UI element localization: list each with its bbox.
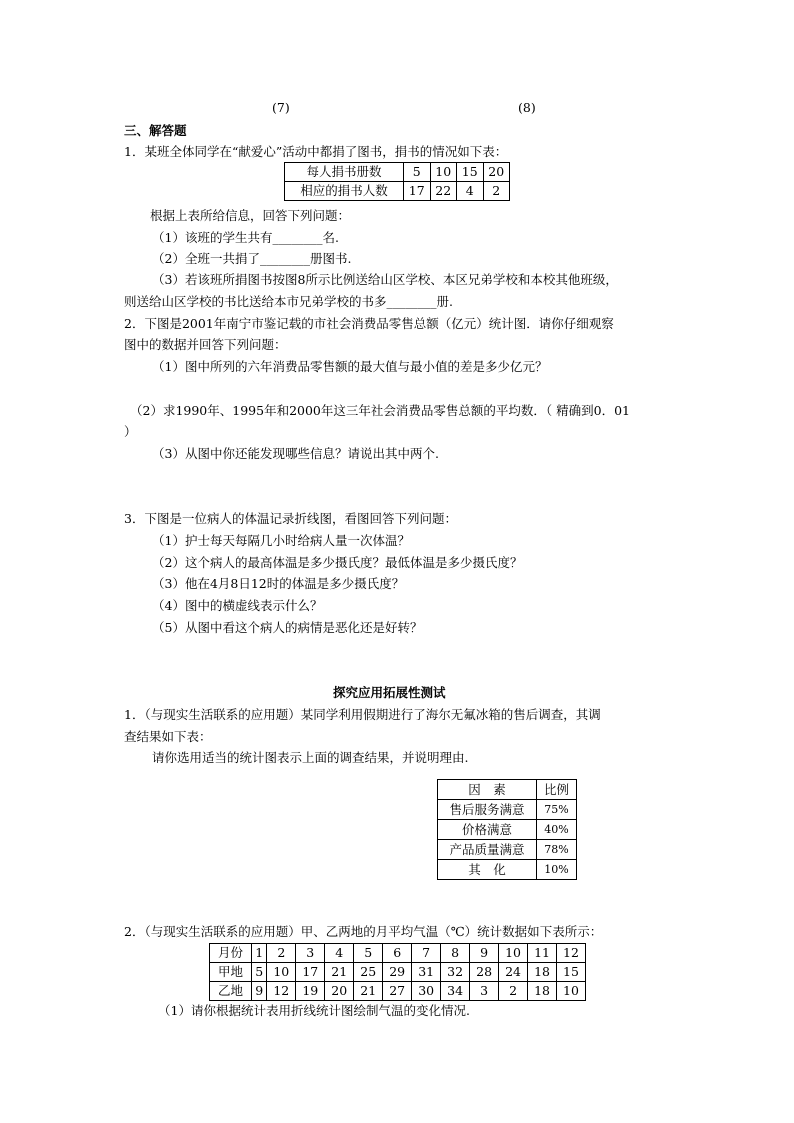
q2-part-1: （1）图中所列的六年消费品零售额的最大值与最小值的差是多少亿元？ — [152, 359, 548, 374]
table-row — [438, 800, 577, 820]
q3-part-2: （2）这个病人的最高体温是多少摄氏度？最低体温是多少摄氏度？ — [152, 555, 523, 570]
table-cell: 2 — [483, 182, 510, 201]
table-row — [438, 860, 577, 880]
table-cell: 17 — [404, 182, 431, 201]
table-cell: 售后服务满意 — [438, 800, 537, 820]
figure-7-label: (7) — [272, 100, 290, 115]
table-cell: 12 — [557, 944, 586, 963]
q1-stem: 1．某班全体同学在“献爱心”活动中都捐了图书，捐书的情况如下表： — [124, 144, 508, 159]
table-cell: 31 — [412, 963, 441, 982]
table-cell: 34 — [441, 982, 470, 1001]
table-row-header: 每人捐书册数 — [285, 163, 404, 182]
q2-part-2a: （2）求1990年、1995年和2000年这三年社会消费品零售总额的平均数．（ 精确到0．01 — [130, 403, 630, 418]
table-row-header: 月份 — [210, 944, 252, 963]
table-cell: 10 — [430, 163, 457, 182]
table-cell: 5 — [404, 163, 431, 182]
table-cell: 价格满意 — [438, 820, 537, 840]
table-cell: 3 — [470, 982, 499, 1001]
table-row — [210, 963, 586, 982]
table-cell: 1 — [252, 944, 267, 963]
table-cell: 17 — [296, 963, 325, 982]
section-title: 三、解答题 — [124, 123, 187, 138]
table-row-header: 甲地 — [210, 963, 252, 982]
q2-part-3: （3）从图中你还能发现哪些信息？请说出其中两个. — [152, 446, 439, 461]
table-cell: 2 — [499, 982, 528, 1001]
q3-part-4: （4）图中的横虚线表示什么？ — [152, 598, 323, 613]
table-cell: 10 — [557, 982, 586, 1001]
table-cell: 29 — [383, 963, 412, 982]
table-cell: 11 — [528, 944, 557, 963]
q3-part-3: （3）他在4月8日12时的体温是多少摄氏度？ — [152, 576, 405, 591]
q3-stem: 3．下图是一位病人的体温记录折线图，看图回答下列问题： — [124, 511, 457, 526]
table-cell: 22 — [430, 182, 457, 201]
table-cell: 10 — [499, 944, 528, 963]
table-row — [438, 820, 577, 840]
e1-stem-b: 查结果如下表： — [124, 729, 212, 744]
table-cell: 15 — [457, 163, 484, 182]
table-cell: 78% — [537, 840, 577, 860]
table-row — [285, 163, 510, 182]
q3-part-5: （5）从图中看这个病人的病情是恶化还是好转？ — [152, 620, 423, 635]
table-cell: 28 — [470, 963, 499, 982]
table-header: 比例 — [537, 780, 577, 800]
table-cell: 2 — [267, 944, 296, 963]
q1-part-3b: 则送给山区学校的书比送给本市兄弟学校的书多________册. — [124, 294, 453, 309]
table-cell: 21 — [354, 982, 383, 1001]
table-cell: 其 化 — [438, 860, 537, 880]
q2-stem-b: 图中的数据并回答下列问题： — [124, 337, 287, 352]
table-row-header: 相应的捐书人数 — [285, 182, 404, 201]
table-cell: 25 — [354, 963, 383, 982]
table-row — [210, 944, 586, 963]
table-cell: 32 — [441, 963, 470, 982]
table-cell: 24 — [499, 963, 528, 982]
q1-donation-table — [284, 162, 510, 201]
table-cell: 20 — [325, 982, 354, 1001]
table-cell: 75% — [537, 800, 577, 820]
table-cell: 7 — [412, 944, 441, 963]
table-row — [210, 982, 586, 1001]
table-cell: 20 — [483, 163, 510, 182]
table-cell: 3 — [296, 944, 325, 963]
table-row — [285, 182, 510, 201]
e2-stem: 2．（与现实生活联系的应用题）甲、乙两地的月平均气温（℃）统计数据如下表所示： — [124, 924, 603, 939]
q1-part-3a: （3）若该班所捐图书按图8所示比例送给山区学校、本区兄弟学校和本校其他班级， — [152, 272, 618, 287]
table-header-row — [438, 780, 577, 800]
q3-part-1: （1）护士每天每隔几小时给病人量一次体温？ — [152, 533, 410, 548]
table-cell: 27 — [383, 982, 412, 1001]
table-cell: 9 — [252, 982, 267, 1001]
q2-stem-a: 2．下图是2001年南宁市鉴记载的市社会消费品零售总额（亿元）统计图．请你仔细观察 — [124, 316, 614, 331]
table-cell: 10 — [267, 963, 296, 982]
table-cell: 9 — [470, 944, 499, 963]
table-cell: 8 — [441, 944, 470, 963]
section2-title: 探究应用拓展性测试 — [333, 685, 446, 700]
table-row — [438, 840, 577, 860]
e2-part-1: （1）请你根据统计表用折线统计图绘制气温的变化情况. — [158, 1003, 470, 1018]
table-row-header: 乙地 — [210, 982, 252, 1001]
q1-part-2: （2）全班一共捐了________册图书. — [152, 251, 352, 266]
table-cell: 30 — [412, 982, 441, 1001]
table-cell: 5 — [252, 963, 267, 982]
table-cell: 6 — [383, 944, 412, 963]
e2-temperature-table — [209, 943, 586, 1001]
table-cell: 19 — [296, 982, 325, 1001]
table-cell: 12 — [267, 982, 296, 1001]
table-cell: 产品质量满意 — [438, 840, 537, 860]
q1-intro: 根据上表所给信息，回答下列问题： — [150, 208, 351, 223]
table-cell: 18 — [528, 963, 557, 982]
table-header: 因 素 — [438, 780, 537, 800]
table-cell: 5 — [354, 944, 383, 963]
table-cell: 40% — [537, 820, 577, 840]
figure-8-label: (8) — [518, 100, 536, 115]
e1-instruction: 请你选用适当的统计图表示上面的调查结果，并说明理由. — [152, 750, 469, 765]
q2-part-2b: ） — [124, 424, 137, 439]
e1-stem-a: 1．（与现实生活联系的应用题）某同学利用假期进行了海尔无氟冰箱的售后调查，其调 — [124, 707, 601, 722]
q1-part-1: （1）该班的学生共有________名. — [152, 230, 339, 245]
table-cell: 15 — [557, 963, 586, 982]
table-cell: 18 — [528, 982, 557, 1001]
table-cell: 21 — [325, 963, 354, 982]
table-cell: 4 — [457, 182, 484, 201]
table-cell: 10% — [537, 860, 577, 880]
e1-survey-table — [437, 779, 577, 880]
table-cell: 4 — [325, 944, 354, 963]
